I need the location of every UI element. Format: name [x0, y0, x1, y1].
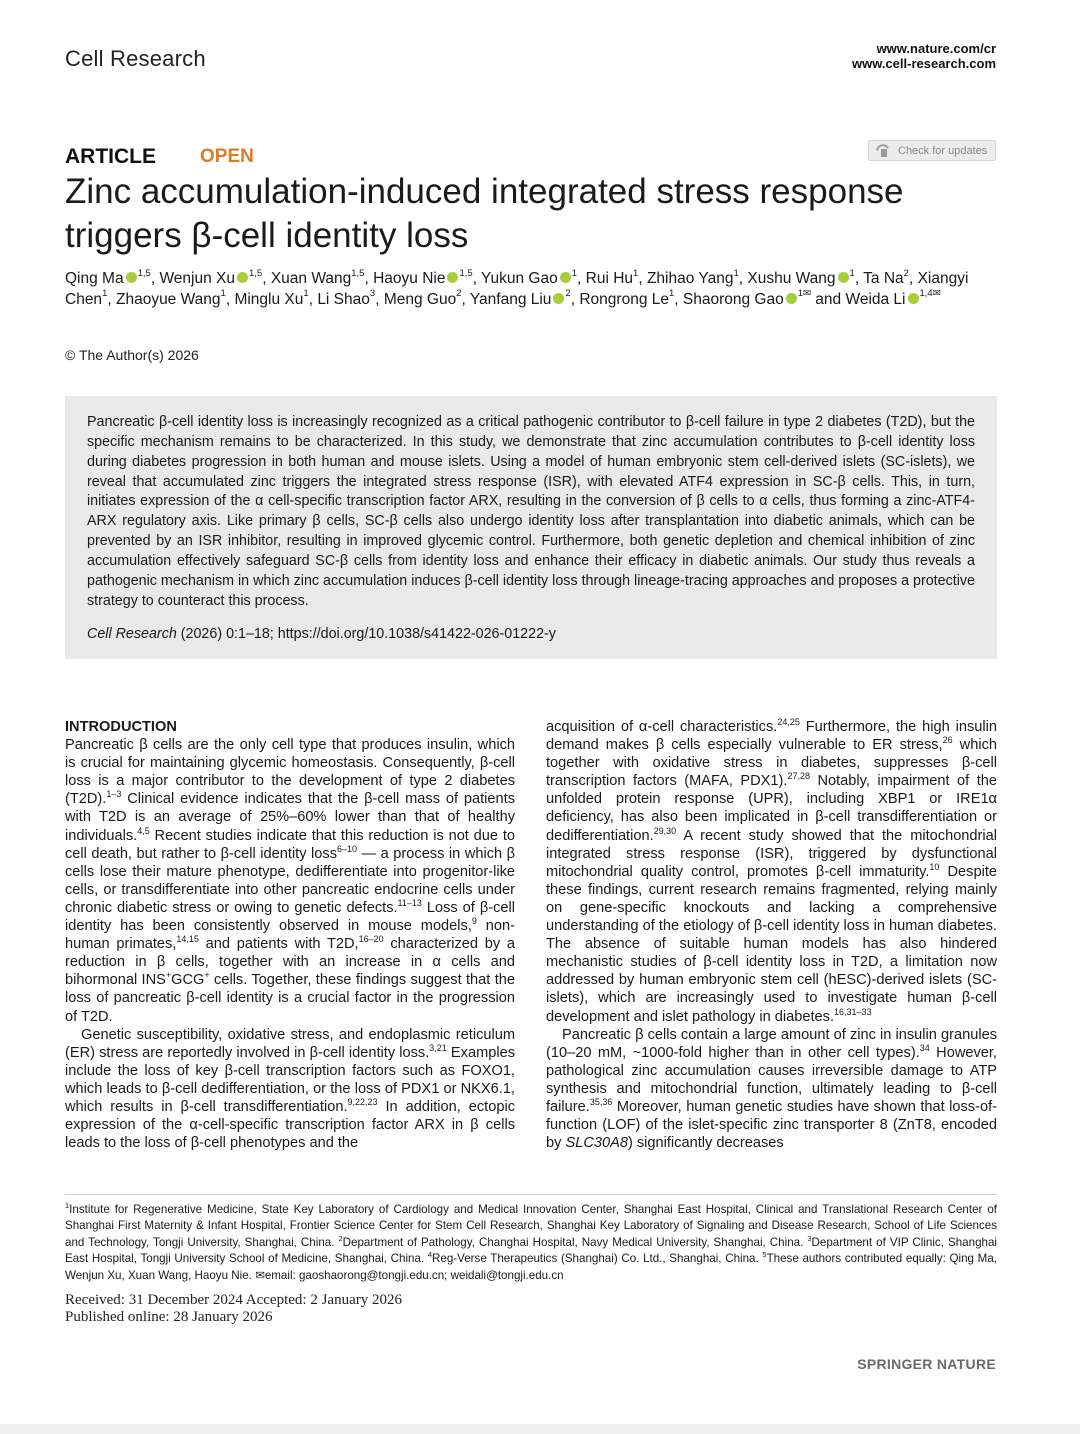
- author-name[interactable]: Haoyu Nie: [373, 270, 446, 287]
- author-affiliation: 1,4✉: [919, 288, 941, 300]
- body-paragraph: Genetic susceptibility, oxidative stress, and endoplasmic reticulum (ER) stress are reportedly involved in β-cell identity loss.$^{3,21}$ Examples include the loss of key β-cell transcription factors such as FOXO1, which leads to β-cell dedifferentiation, or the loss of PDX1 or NKX6.1, which results in β-cell transdifferentiation.$^{9,22,23}$ In addition, ectopic expression of the α-cell-specific transcription factor ARX in β cells leads to the loss of β-cell phenotypes and the: [65, 1026, 516, 1152]
- author-name[interactable]: Rongrong Le: [579, 290, 669, 308]
- orcid-icon[interactable]: [447, 272, 458, 283]
- author-affiliation: 1✉: [797, 288, 811, 300]
- check-updates-icon: [876, 144, 892, 157]
- open-access-label: OPEN: [200, 146, 254, 167]
- author-name[interactable]: Xiangyi Chen: [65, 270, 969, 308]
- author-affiliation: 3: [369, 288, 376, 300]
- body-column-left: [65, 718, 515, 1152]
- author-affiliation: 2: [565, 288, 571, 300]
- author-name[interactable]: Qing Ma: [65, 270, 124, 287]
- orcid-icon[interactable]: [908, 293, 919, 304]
- body-column-right: [546, 718, 997, 1152]
- author-entry: Qing Ma $^{1,5}$,: [65, 267, 160, 287]
- author-entry: Xushu Wang $^1$,: [747, 267, 864, 287]
- author-name[interactable]: Zhihao Yang: [646, 270, 734, 287]
- author-entry: Zhihao Yang$^1$,: [646, 267, 748, 287]
- received-accepted-dates: Received: 31 December 2024 Accepted: 2 January 2026: [65, 1292, 402, 1308]
- orcid-icon[interactable]: [126, 272, 137, 283]
- author-entry: Ta Na$^2$,: [863, 267, 918, 287]
- author-list: [65, 269, 1005, 310]
- affiliations-footnote: $^1$Institute for Regenerative Medicine, State Key Laboratory of Cardiology and Medical Innovation Center, Shanghai East Hospital, Clinical and Translational Research Center of Shanghai First Maternity & Infant Hospital, Frontier Science Center for Stem Cell Research, Shanghai Key Laboratory of Signaling and Disease Research, School of Life Sciences and Technology, Tongji University, Shanghai, China. $^2$Department of Pathology, Changhai Hospital, Navy Medical University, Shanghai, China. $^3$Department of VIP Clinic, Shanghai East Hospital, Tongji University School of Medicine, Shanghai, China. $^4$Reg-Verse Therapeutics (Shanghai) Co. Ltd., Shanghai, China. $^5$These authors contributed equally: Qing Ma, Wenjun Xu, Xuan Wang, Haoyu Nie. ✉email: gaoshaorong@tongji.edu.cn; weidali@tongji.edu.cn: [65, 1201, 997, 1282]
- article-title: Zinc accumulation-induced integrated stress response triggers β-cell identity loss: [65, 172, 904, 255]
- check-updates-label: Check for updates: [898, 144, 988, 157]
- author-affiliation: 1: [303, 288, 309, 300]
- author-affiliation: 1: [849, 267, 855, 279]
- copyright-notice: © The Author(s) 2026: [65, 347, 199, 363]
- publisher-logo: SPRINGER NATURE: [857, 1356, 996, 1372]
- published-online-date: Published online: 28 January 2026: [65, 1309, 273, 1325]
- article-type-label: ARTICLE: [65, 145, 156, 168]
- author-name[interactable]: Weida Li: [845, 290, 906, 308]
- author-entry: Yukun Gao $^1$,: [481, 267, 586, 287]
- section-heading-introduction: INTRODUCTION: [65, 719, 177, 735]
- url-cell-research[interactable]: www.cell-research.com: [851, 56, 996, 71]
- author-name[interactable]: Xuan Wang: [270, 270, 352, 287]
- author-entry: Haoyu Nie $^{1,5}$,: [373, 267, 482, 287]
- author-name[interactable]: Zhaoyue Wang: [115, 290, 221, 308]
- author-entry: Xuan Wang$^{1,5}$,: [270, 267, 374, 287]
- orcid-icon[interactable]: [838, 272, 849, 283]
- author-affiliation: 1: [220, 288, 226, 300]
- author-entry: Minglu Xu$^1$,: [234, 288, 318, 308]
- body-paragraph: acquisition of α-cell characteristics.$^{24,25}$ Furthermore, the high insulin demand makes β cells especially vulnerable to ER stress,$^{26}$ which together with oxidative stress in diabetes, suppresses β-cell transcription factors (MAFA, PDX1).$^{27,28}$ Notably, impairment of the unfolded protein response (UPR), including XBP1 or IRE1α deficiency, has also been implicated in β-cell transdifferentiation or dedifferentiation.$^{29,30}$ A recent study showed that the mitochondrial integrated stress response (ISR), triggered by dysfunctional mitochondrial quality control, promotes β-cell immaturity.$^{10}$ Despite these findings, current research remains fragmented, relying mainly on gene-specific knockouts and lacking a comprehensive understanding of the etiology of β-cell identity loss in human diabetes. The absence of suitable human models has also hindered mechanistic studies of β-cell identity loss in T2D, a limitation now addressed by human embryonic stem cell (hESC)-derived islets (SC-islets), which are increasingly used to investigate human β-cell development and islet pathology in diabetes.$^{16,31-33}$: [546, 717, 997, 1025]
- orcid-icon[interactable]: [560, 272, 571, 283]
- author-name[interactable]: Shaorong Gao: [682, 290, 784, 308]
- author-affiliation: 1,5: [459, 267, 473, 279]
- author-affiliation: 2: [456, 288, 462, 300]
- author-name[interactable]: Minglu Xu: [234, 290, 304, 308]
- author-entry: Rui Hu$^1$,: [585, 267, 647, 287]
- citation-journal: Cell Research: [87, 626, 177, 643]
- author-affiliation: 1,5: [137, 267, 151, 279]
- abstract-text: Pancreatic β-cell identity loss is increasingly recognized as a critical pathogenic contributor to β-cell failure in type 2 diabetes (T2D), but the specific mechanism remains to be characterized. In this study, we demonstrate that zinc accumulation contributes to β-cell identity loss during diabetes progression in both human and mouse islets. Using a model of human embryonic stem cell-derived islets (SC-islets), we reveal that accumulated zinc triggers the integrated stress response (ISR), with elevated ATF4 expression in SC-β cells. This, in turn, initiates expression of the α cell-specific transcription factor ARX, resulting in the conversion of β cells to α cells, thus forming a zinc-ATF4-ARX regulatory axis. Like primary β cells, SC-β cells also undergo identity loss after transplantation into diabetic animals, which can be prevented by an ISR inhibitor, resulting in improved glycemic control. Furthermore, both genetic depletion and chemical inhibition of zinc accumulation effectively safeguard SC-β cells from identity loss and enhance their efficacy in diabetic animals. Our study thus reveals a pathogenic mechanism in which zinc accumulation induces β-cell identity loss through lineage-tracing approaches and proposes a protective strategy to counteract this process.: [87, 414, 975, 609]
- url-nature[interactable]: www.nature.com/cr: [876, 41, 996, 56]
- author-affiliation: 1: [102, 288, 108, 300]
- author-affiliation: 1: [733, 267, 739, 279]
- author-affiliation: 1,5: [351, 267, 365, 279]
- author-name[interactable]: Yanfang Liu: [469, 290, 552, 308]
- author-affiliation: 2: [903, 267, 909, 279]
- author-name[interactable]: Wenjun Xu: [159, 270, 235, 287]
- author-entry: [845, 288, 941, 308]
- abstract-box: [65, 396, 997, 659]
- journal-urls: [852, 41, 996, 71]
- page-bottom-edge: [0, 1424, 1080, 1434]
- author-name[interactable]: Ta Na: [863, 270, 904, 287]
- author-name[interactable]: Rui Hu: [585, 270, 634, 287]
- author-entry: Zhaoyue Wang$^1$,: [115, 288, 235, 308]
- publication-dates: [65, 1292, 402, 1326]
- author-entry: Yanfang Liu $^2$,: [469, 288, 580, 308]
- body-paragraph: Pancreatic β cells are the only cell type that produces insulin, which is crucial for maintaining glycemic homeostasis. Consequently, β-cell loss is a major contributor to the development of type 2 diabetes (T2D).$^{1-3}$ Clinical evidence indicates that the β-cell mass of patients with T2D is an average of 25%–60% lower than that of healthy individuals.$^{4,5}$ Recent studies indicate that this reduction is not due to cell death, but rather to β-cell identity loss$^{6-10}$ — a process in which β cells lose their mature phenotype, dedifferentiate into progenitor-like cells, or transdifferentiate into other pancreatic endocrine cells under chronic diabetic stress or owing to genetic defects.$^{11-13}$ Loss of β-cell identity has been consistently observed in mouse models,$^9$ non-human primates,$^{14,15}$ and patients with T2D,$^{16-20}$ characterized by a reduction in β cells, together with an increase in α cells and bihormonal INS+GCG+ cells. Together, these findings suggest that the loss of pancreatic β-cell identity is a crucial factor in the progression of T2D.: [65, 737, 516, 1025]
- author-entry: Rongrong Le$^1$,: [579, 288, 683, 308]
- author-name[interactable]: Xushu Wang: [747, 270, 836, 287]
- journal-name: Cell Research: [65, 46, 206, 71]
- author-name[interactable]: Li Shao: [317, 290, 370, 308]
- orcid-icon[interactable]: [553, 293, 564, 304]
- author-affiliation: 1: [571, 267, 578, 279]
- check-for-updates-button[interactable]: [868, 140, 996, 161]
- orcid-icon[interactable]: [237, 272, 248, 283]
- author-entry: Wenjun Xu $^{1,5}$,: [159, 267, 271, 287]
- footnote-divider: [65, 1194, 997, 1195]
- author-entry: Shaorong Gao $^{1✉}$ and: [682, 288, 846, 308]
- author-affiliation: 1,5: [248, 267, 263, 279]
- author-entry: Xiangyi Chen$^1$,: [65, 270, 969, 308]
- author-affiliation: 1: [633, 267, 639, 279]
- author-name[interactable]: Meng Guo: [383, 290, 457, 308]
- author-entry: Meng Guo$^2$,: [383, 288, 470, 308]
- article-citation: [87, 626, 975, 642]
- body-paragraph: Pancreatic β cells contain a large amount of zinc in insulin granules (10–20 mM, ~1000-fold higher than in other cell types).$^{34}$ However, pathological zinc accumulation causes irreversible damage to ATP synthesis and mitochondrial function, ultimately leading to β-cell failure.$^{35,36}$ Moreover, human genetic studies have shown that loss-of-function (LOF) of the islet-specific zinc transporter 8 (ZnT8, encoded by SLC30A8) significantly decreases: [546, 1026, 997, 1152]
- author-name[interactable]: Yukun Gao: [481, 270, 558, 287]
- citation-doi[interactable]: (2026) 0:1–18; https://doi.org/10.1038/s41422-026-01222-y: [176, 626, 556, 643]
- author-entry: Li Shao$^3$,: [317, 288, 384, 308]
- orcid-icon[interactable]: [786, 293, 797, 304]
- author-affiliation: 1: [668, 288, 675, 300]
